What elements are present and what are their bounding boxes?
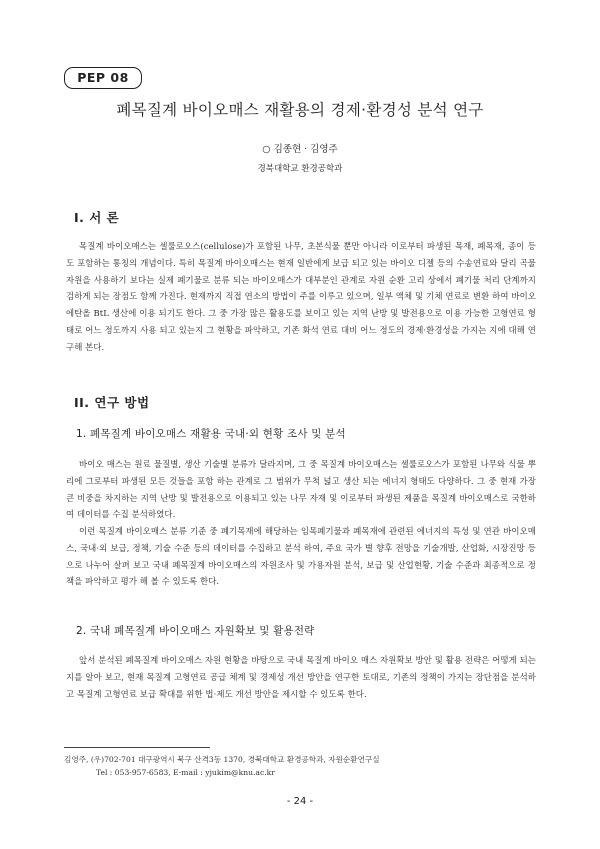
intro-paragraph: 목질계 바이오매스는 셀룰로오스(cellulose)가 포함된 나무, 초본식물 뿐만 아니라 이로부터 파생된 목재, 폐목재, 종이 등도 포함하는 통칭의 개념이다. 특히 목질계 바이오매스는 현재 일반에게 보급 되고 있는 바이오 디젤 등의 수송연료와 달리 곡물 자원을 사용하기 보다는 실제 폐기물로 분류 되는 바이오매스가 대부분인 관계로 자원 순환 고리 상에서 폐기물 처리 단계까지 검하게 되는 장점도 함께 가진다. 현재까지 직접 연소의 방법이 주를 이루고 있으며, 일부 액체 및 기체 연료로 변환 하여 바이오 에탄올 BtL 생산에 이용 되기도 한다. 그 중 가장 많은 활용도를 보이고 있는 지역 난방 및 발전용으로 이용 가능한 고형연료 형태로 어느 정도까지 사용 되고 있는지 그 현황을 파악하고, 기존 화석 연료 대비 어느 정도의 경제·환경성을 가지는 지에 대해 연구해 본다. [66, 241, 536, 352]
authors: ○ 김종현 · 김영주 [262, 144, 338, 155]
page-number: - 24 - [286, 796, 314, 807]
section-heading-methods: II. 연구 방법 [74, 395, 150, 410]
affiliation: 경북대학교 환경공학과 [257, 164, 343, 174]
methods-paragraph-3: 앞서 분석된 폐목질계 바이오매스 자원 현황을 바탕으로 국내 목질계 바이오 매스 자원확보 방안 및 활용 전략은 어떻게 되는지를 알아 보고, 현재 목질계 고형연료 공급 체계 및 경제성 개선 방안을 연구한 토대로, 기존의 정책이 가지는 장단점을 분석하고 목질계 고형연료 보급 확대를 위한 법·제도 개선 방안을 제시할 수 있도록 한다. [66, 655, 536, 699]
methods-paragraph-1: 바이오 매스는 원료 물질별, 생산 기술별 분류가 달라지며, 그 중 목질계 바이오매스는 셀룰로오스가 포함된 나무와 식물 뿌리에 그로부터 파생된 모든 것들을 포함 하는 관계로 그 범위가 무척 넓고 생산 되는 에너지 형태도 다양하다. 그 중 현재 가장 큰 비중을 차지하는 지역 난방 및 발전용으로 이용되고 있는 나무 자재 및 이로부터 파생된 제품을 목질계 바이오매스로 국한하여 데이터를 수집 분석하였다. [66, 459, 536, 520]
subsection-heading-1: 1. 폐목질계 바이오매스 재활용 국내·외 현황 조사 및 분석 [76, 428, 346, 440]
footnote-divider [64, 747, 210, 748]
methods-paragraph-2: 이런 목질계 바이오매스 분류 기준 중 폐기목재에 해당하는 임목폐기물과 폐목재에 관련된 에너지의 특성 및 연관 바이오매스, 국내·외 보급, 정책, 기술 수준 등의 데이터를 수집하고 분석 하여, 주요 국가 별 향후 전망을 기술개발, 산업화, 시장진망 등으로 나누어 살펴 보고 국내 폐목질계 바이오매스의 자원조사 및 가용자원 분석, 보급 및 산업현황, 기술 수준과 최종적으로 정책을 파악하고 평가 해 볼 수 있도록 한다. [66, 526, 536, 587]
subsection-heading-2: 2. 국내 폐목질계 바이오매스 자원확보 및 활용전략 [76, 625, 315, 637]
session-badge: PEP 08 [64, 67, 142, 89]
paper-title: 폐목질계 바이오매스 재활용의 경제·환경성 분석 연구 [116, 101, 484, 119]
footnote-contact: Tel : 053-957-6583, E-mail : yjukim@knu.ac.kr [96, 768, 275, 777]
section-heading-intro: I. 서 론 [74, 210, 120, 225]
footnote-address: 김영주, (우)702-701 대구광역시 북구 산격3동 1370, 경북대학교 환경공학과, 자원순환연구실 [64, 755, 380, 764]
